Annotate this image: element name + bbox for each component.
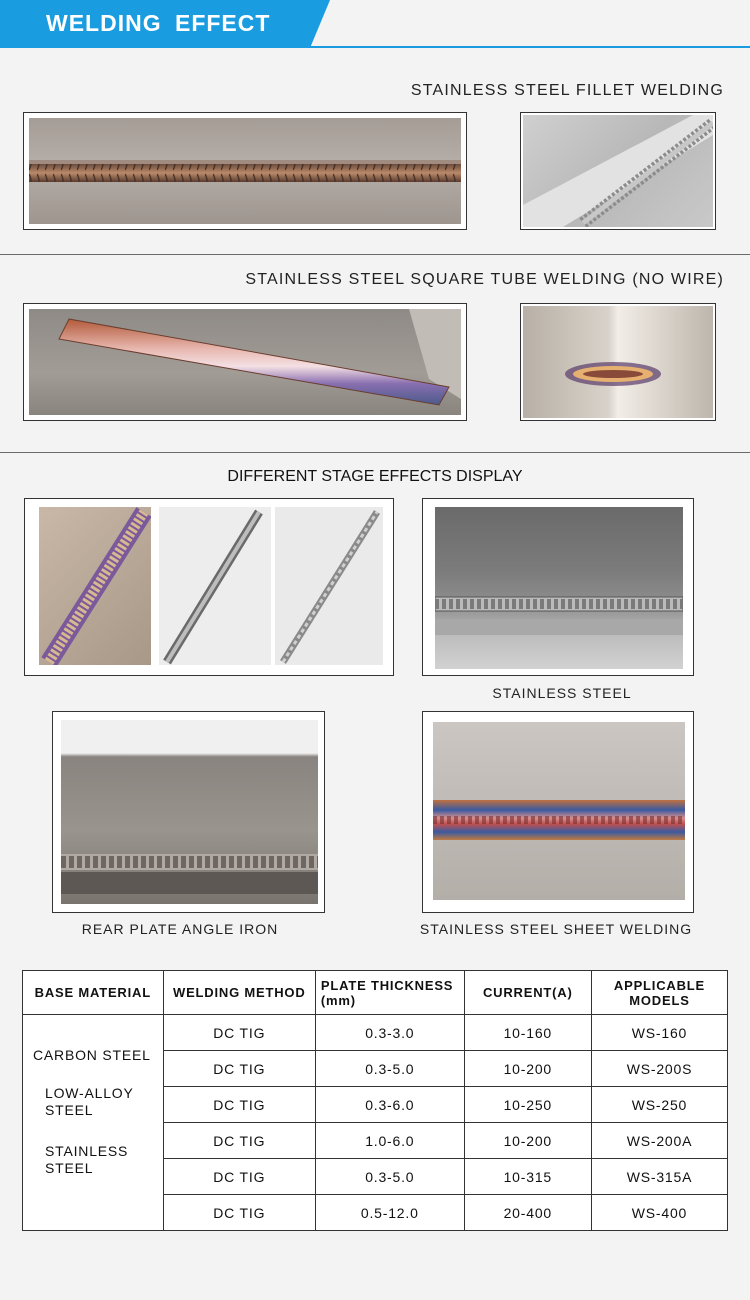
photo-stainless-steel bbox=[422, 498, 694, 676]
header-bar-tip bbox=[310, 0, 330, 48]
header-plate-thickness: PLATE THICKNESS (mm) bbox=[315, 971, 464, 1015]
table-row bbox=[23, 1015, 728, 1051]
caption-stainless-steel: STAINLESS STEEL bbox=[492, 685, 632, 701]
weld-bead-tube bbox=[29, 309, 461, 415]
table-header-row bbox=[23, 971, 728, 1015]
thickness-cell: 0.3-3.0 bbox=[315, 1015, 464, 1051]
section-title-stages: DIFFERENT STAGE EFFECTS DISPLAY bbox=[227, 468, 523, 485]
current-cell: 20-400 bbox=[464, 1195, 591, 1231]
header-current: CURRENT(A) bbox=[464, 971, 591, 1015]
section-title-fillet: STAINLESS STEEL FILLET WELDING bbox=[410, 82, 724, 99]
method-cell: DC TIG bbox=[163, 1087, 315, 1123]
header-underline bbox=[0, 46, 750, 48]
header-applicable-models: APPLICABLE MODELS bbox=[591, 971, 727, 1015]
photo-tube-horizontal bbox=[23, 303, 467, 421]
thickness-cell: 0.3-5.0 bbox=[315, 1159, 464, 1195]
photo-fillet-corner bbox=[520, 112, 716, 230]
divider bbox=[0, 254, 750, 255]
weld-bead-rear-plate bbox=[61, 720, 318, 904]
model-cell: WS-400 bbox=[591, 1195, 727, 1231]
photo-sheet-welding bbox=[422, 711, 694, 913]
spec-table bbox=[22, 970, 728, 1231]
material-low-alloy-steel: LOW-ALLOY STEEL bbox=[45, 1085, 134, 1118]
header-welding-method: WELDING METHOD bbox=[163, 971, 315, 1015]
current-cell: 10-200 bbox=[464, 1051, 591, 1087]
photo-fillet-horizontal bbox=[23, 112, 467, 230]
caption-sheet-welding: STAINLESS STEEL SHEET WELDING bbox=[419, 921, 693, 937]
thickness-cell: 0.3-5.0 bbox=[315, 1051, 464, 1087]
weld-bead-stainless bbox=[435, 507, 683, 669]
photo-tube-corner bbox=[520, 303, 716, 421]
method-cell: DC TIG bbox=[163, 1015, 315, 1051]
photo-rear-plate bbox=[52, 711, 325, 913]
model-cell: WS-250 bbox=[591, 1087, 727, 1123]
stage-bead-3 bbox=[275, 507, 383, 665]
base-material-cell bbox=[23, 1015, 164, 1231]
model-cell: WS-160 bbox=[591, 1015, 727, 1051]
material-stainless-steel: STAINLESS STEEL bbox=[45, 1143, 129, 1176]
weld-bead-corner bbox=[523, 115, 713, 227]
page-title: WELDING EFFECT bbox=[46, 10, 271, 36]
model-cell: WS-200A bbox=[591, 1123, 727, 1159]
method-cell: DC TIG bbox=[163, 1051, 315, 1087]
model-cell: WS-315A bbox=[591, 1159, 727, 1195]
current-cell: 10-315 bbox=[464, 1159, 591, 1195]
current-cell: 10-250 bbox=[464, 1087, 591, 1123]
method-cell: DC TIG bbox=[163, 1123, 315, 1159]
weld-bead-tube-corner bbox=[523, 306, 713, 418]
section-title-tube: STAINLESS STEEL SQUARE TUBE WELDING (NO WIRE) bbox=[245, 271, 724, 288]
current-cell: 10-200 bbox=[464, 1123, 591, 1159]
thickness-cell: 0.5-12.0 bbox=[315, 1195, 464, 1231]
photo-stage-effects bbox=[24, 498, 394, 676]
method-cell: DC TIG bbox=[163, 1195, 315, 1231]
header-banner bbox=[0, 0, 750, 50]
material-carbon-steel: CARBON STEEL bbox=[33, 1047, 151, 1063]
header-base-material: BASE MATERIAL bbox=[23, 971, 164, 1015]
thickness-cell: 1.0-6.0 bbox=[315, 1123, 464, 1159]
thickness-cell: 0.3-6.0 bbox=[315, 1087, 464, 1123]
weld-bead-horizontal bbox=[29, 118, 461, 224]
weld-bead-sheet bbox=[433, 722, 685, 900]
stage-bead-1 bbox=[39, 507, 151, 665]
model-cell: WS-200S bbox=[591, 1051, 727, 1087]
method-cell: DC TIG bbox=[163, 1159, 315, 1195]
divider bbox=[0, 452, 750, 453]
current-cell: 10-160 bbox=[464, 1015, 591, 1051]
caption-rear-plate: REAR PLATE ANGLE IRON bbox=[81, 921, 279, 937]
stage-bead-2 bbox=[159, 507, 271, 665]
